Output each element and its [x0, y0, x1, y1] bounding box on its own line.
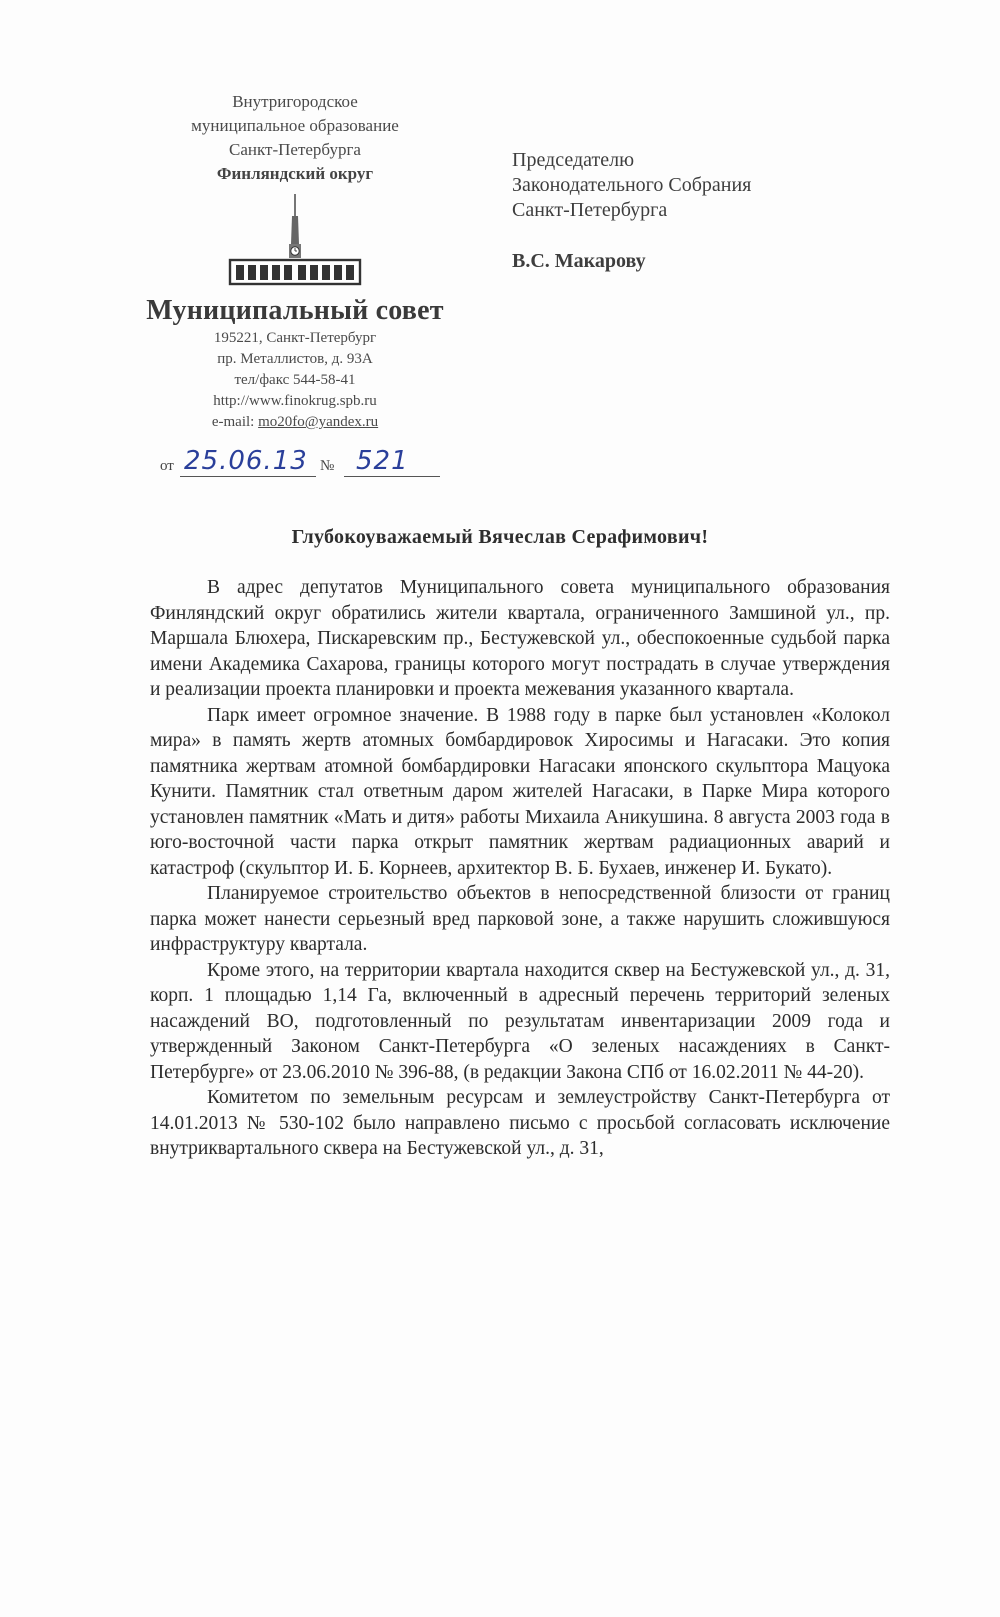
salutation: Глубокоуважаемый Вячеслав Серафимович!: [291, 526, 709, 548]
body-paragraph: Парк имеет огромное значение. В 1988 году в парке был установлен «Колокол мира» в память жертв атомных бомбардировок Хиросимы и Нагасаки. Это копия памятника жертвам атомной бомбардировки Нагасаки японского скульптора Мацуока Кунити. Памятник стал ответным даром жителей Нагасаки, в Парке Мира которого установлен памятник «Мать и дитя» работы Михаила Аникушина. 8 августа 2003 года в юго-восточной части парка открыт памятник жертвам радиационных аварий и катастроф (скульптор И. Б. Корнеев, архитектор В. Б. Бухаев, инженер И. Букато).: [150, 704, 890, 879]
letterhead-district: Финляндский округ: [216, 164, 374, 183]
email-link[interactable]: mo20fo@yandex.ru: [258, 414, 379, 430]
letter-body: [150, 575, 890, 1162]
address-line: 195221, Санкт-Петербург: [213, 330, 377, 346]
addressee-line: Санкт-Петербурга: [512, 199, 668, 221]
letterhead-line: муниципальное образование: [191, 116, 399, 135]
addressee-line: Председателю: [512, 149, 635, 171]
date-value: 25.06.13: [184, 446, 308, 476]
email-line: [130, 412, 460, 433]
number-label: №: [320, 458, 335, 474]
body-paragraph: Комитетом по земельным ресурсам и землеустройству Санкт-Петербурга от 14.01.2013 № 530-102 было направлено письмо с просьбой согласовать исключение внутриквартального сквера на Бестужевской ул., д. 31,: [150, 1087, 890, 1159]
website-link[interactable]: http://www.finokrug.spb.ru: [213, 393, 377, 409]
body-paragraph: Планируемое строительство объектов в непосредственной близости от границ парка может нанести серьезный вред парковой зоне, а также нарушить сложившуюся инфраструктуру квартала.: [150, 883, 890, 955]
number-underline: [344, 476, 440, 477]
address-line: пр. Металлистов, д. 93А: [217, 351, 373, 367]
building-spire-emblem-icon: [228, 194, 362, 288]
letterhead-line: Санкт-Петербурга: [229, 140, 361, 159]
registration-line: [160, 446, 480, 480]
addressee-name: В.С. Макарову: [512, 250, 646, 272]
date-label: от: [160, 458, 174, 474]
addressee-line: Законодательного Собрания: [512, 174, 752, 196]
letterhead-line: Внутригородское: [232, 92, 358, 111]
council-title: Муниципальный совет: [146, 295, 444, 326]
letterhead: [130, 90, 460, 433]
date-underline: [180, 476, 316, 477]
address-line: тел/факс 544-58-41: [234, 372, 356, 388]
email-label: e-mail:: [211, 414, 259, 430]
number-value: 521: [356, 446, 409, 476]
addressee-block: [512, 148, 932, 274]
body-paragraph: В адрес депутатов Муниципального совета муниципального образования Финляндский округ обратились жители квартала, ограниченного Замшиной ул., пр. Маршала Блюхера, Пискаревским пр., Бестужевской ул., обеспокоенные судьбой парка имени Академика Сахарова, границы которого могут пострадать в случае утверждения и реализации проекта планировки и проекта межевания указанного квартала.: [150, 577, 890, 700]
body-paragraph: Кроме этого, на территории квартала находится сквер на Бестужевской ул., д. 31, корп. 1 площадью 1,14 Га, включенный в адресный перечень территорий зеленых насаждений ВО, подготовленный по результатам инвентаризации 2009 года и утвержденный Законом Санкт-Петербурга «О зеленых насаждениях в Санкт-Петербурге» от 23.06.2010 № 396-88, (в редакции Закона СПб от 16.02.2011 № 44-20).: [150, 959, 890, 1083]
